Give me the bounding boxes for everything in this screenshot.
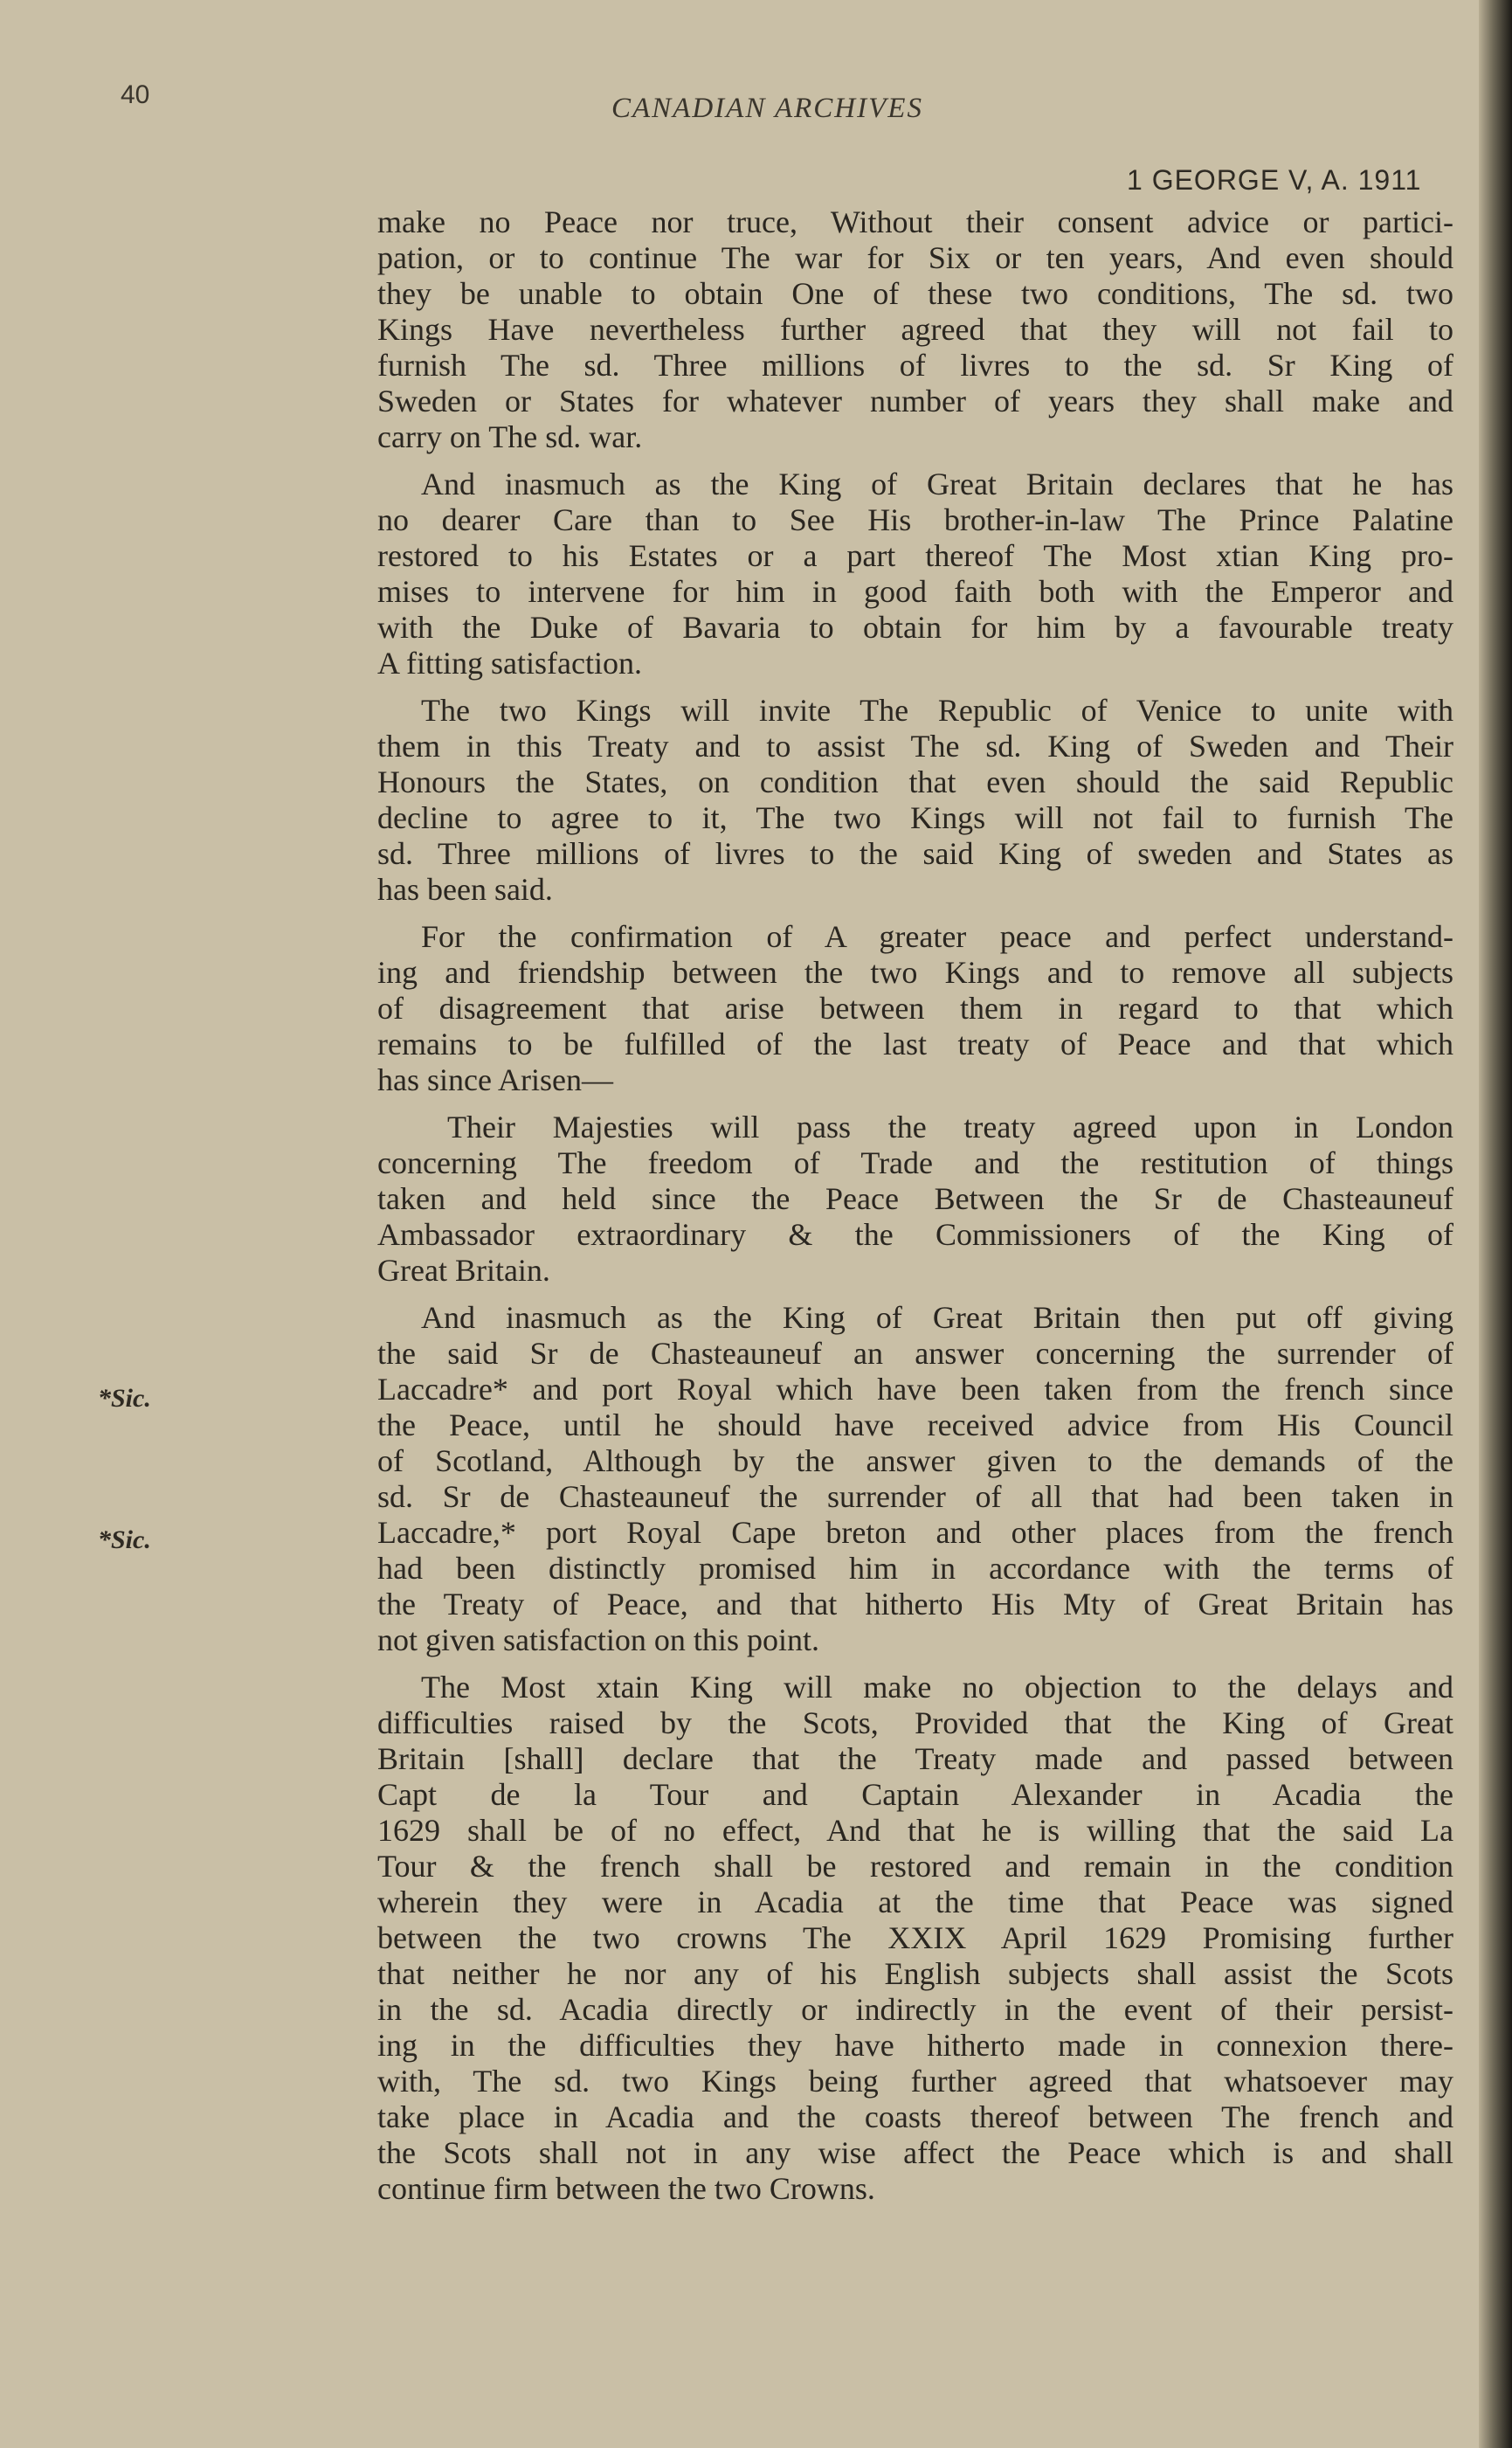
text-line: make no Peace nor truce, Without their consent advice or partici-: [377, 204, 1453, 239]
text-line: that neither he nor any of his English subjects shall assist the Scots: [377, 1956, 1453, 1991]
paragraph: [377, 1110, 1453, 1289]
text-line: Britain [shall] declare that the Treaty made and passed between: [377, 1741, 1453, 1776]
paragraph: [377, 467, 1453, 681]
text-line: continue firm between the two Crowns.: [377, 2171, 875, 2206]
text-line: carry on The sd. war.: [377, 419, 643, 454]
text-line: of disagreement that arise between them in regard to that which: [377, 991, 1453, 1026]
text-line: with the Duke of Bavaria to obtain for him by a favourable treaty: [377, 610, 1453, 645]
text-line: pation, or to continue The war for Six or ten years, And even should: [377, 240, 1453, 275]
paragraph-gap: [377, 908, 1453, 919]
body-text: [377, 204, 1453, 2207]
text-line: with, The sd. two Kings being further agreed that whatsoever may: [377, 2064, 1453, 2099]
text-line: them in this Treaty and to assist The sd. King of Sweden and Their: [377, 729, 1453, 764]
text-line: Capt de la Tour and Captain Alexander in Acadia the: [377, 1777, 1453, 1812]
text-line: the Peace, until he should have received advice from His Council: [377, 1407, 1453, 1442]
text-line: taken and held since the Peace Between the Sr de Chasteauneuf: [377, 1181, 1453, 1216]
margin-note-sic-2: *Sic.: [98, 1525, 151, 1554]
text-line: Sweden or States for whatever number of years they shall make and: [377, 384, 1453, 418]
paragraph: [377, 693, 1453, 908]
text-line: the said Sr de Chasteauneuf an answer concerning the surrender of: [377, 1336, 1453, 1371]
text-line: they be unable to obtain One of these two conditions, The sd. two: [377, 276, 1453, 311]
running-title: CANADIAN ARCHIVES: [611, 93, 923, 124]
paragraph: [377, 1670, 1453, 2207]
text-line: mises to intervene for him in good faith both with the Emperor and: [377, 574, 1453, 609]
text-line: For the confirmation of A greater peace and perfect understand-: [421, 919, 1453, 954]
text-line: no dearer Care than to See His brother-in-law The Prince Palatine: [377, 502, 1453, 537]
text-line: concerning The freedom of Trade and the restitution of things: [377, 1145, 1453, 1180]
text-line: A fitting satisfaction.: [377, 646, 642, 681]
margin-note-sic-1: *Sic.: [98, 1384, 151, 1413]
text-line: Kings Have nevertheless further agreed that they will not fail to: [377, 312, 1453, 347]
text-line: sd. Three millions of livres to the said King of sweden and States as: [377, 836, 1453, 871]
text-line: Tour & the french shall be restored and remain in the condition: [377, 1849, 1453, 1884]
text-line: not given satisfaction on this point.: [377, 1622, 819, 1657]
text-line: furnish The sd. Three millions of livres to the sd. Sr King of: [377, 348, 1453, 383]
paragraph: [377, 1300, 1453, 1658]
text-line: in the sd. Acadia directly or indirectly in the event of their persist-: [377, 1992, 1453, 2027]
text-line: ing and friendship between the two Kings and to remove all subjects: [377, 955, 1453, 990]
text-line: And inasmuch as the King of Great Britain declares that he has: [421, 467, 1453, 501]
text-line: Honours the States, on condition that even should the said Republic: [377, 764, 1453, 799]
text-line: has since Arisen—: [377, 1062, 613, 1097]
text-line: restored to his Estates or a part thereof The Most xtian King pro-: [377, 538, 1453, 573]
text-line: the Scots shall not in any wise affect the Peace which is and shall: [377, 2135, 1453, 2170]
text-line: wherein they were in Acadia at the time that Peace was signed: [377, 1884, 1453, 1919]
text-line: Great Britain.: [377, 1253, 550, 1288]
text-line: has been said.: [377, 872, 553, 907]
text-line: ing in the difficulties they have hitherto made in connexion there-: [377, 2028, 1453, 2063]
text-line: difficulties raised by the Scots, Provided that the King of Great: [377, 1705, 1453, 1740]
text-line: take place in Acadia and the coasts thereof between The french and: [377, 2099, 1453, 2134]
paragraph-gap: [377, 1658, 1453, 1670]
text-line: Laccadre* and port Royal which have been taken from the french since: [377, 1372, 1453, 1407]
text-line: The two Kings will invite The Republic of Venice to unite with: [421, 693, 1453, 728]
paragraph-gap: [377, 455, 1453, 467]
paragraph: [377, 919, 1453, 1098]
text-line: Ambassador extraordinary & the Commissioners of the King of: [377, 1217, 1453, 1252]
page-number: 40: [121, 80, 150, 109]
text-line: sd. Sr de Chasteauneuf the surrender of all that had been taken in: [377, 1479, 1453, 1514]
page-edge-shadow: [1479, 0, 1512, 2448]
text-line: had been distinctly promised him in accordance with the terms of: [377, 1551, 1453, 1586]
text-line: decline to agree to it, The two Kings will not fail to furnish The: [377, 800, 1453, 835]
paragraph: [377, 204, 1453, 455]
text-line: of Scotland, Although by the answer given to the demands of the: [377, 1443, 1453, 1478]
paragraph-gap: [377, 1098, 1453, 1110]
text-line: 1629 shall be of no effect, And that he is willing that the said La: [377, 1813, 1453, 1848]
text-line: between the two crowns The XXIX April 1629 Promising further: [377, 1920, 1453, 1955]
text-line: the Treaty of Peace, and that hitherto His Mty of Great Britain has: [377, 1587, 1453, 1622]
paragraph-gap: [377, 681, 1453, 693]
text-line: Laccadre,* port Royal Cape breton and other places from the french: [377, 1515, 1453, 1550]
paragraph-gap: [377, 1289, 1453, 1300]
session-heading: 1 GEORGE V, A. 1911: [1127, 164, 1422, 196]
text-line: remains to be fulfilled of the last treaty of Peace and that which: [377, 1027, 1453, 1061]
text-line: The Most xtain King will make no objection to the delays and: [421, 1670, 1453, 1705]
text-line: And inasmuch as the King of Great Britain then put off giving: [421, 1300, 1453, 1335]
text-line: Their Majesties will pass the treaty agreed upon in London: [447, 1110, 1453, 1144]
